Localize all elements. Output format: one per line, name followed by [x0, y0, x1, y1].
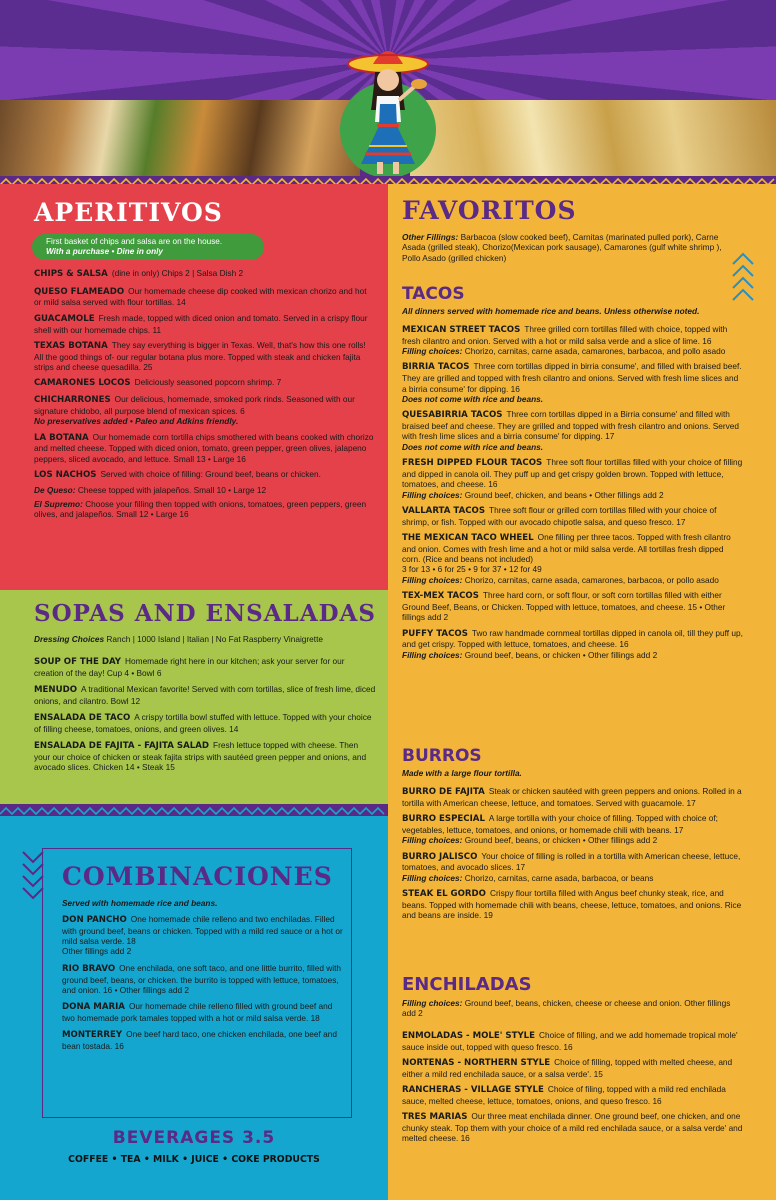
list-item — [34, 469, 376, 481]
item-desc: They say everything is bigger in Texas. Well, that's how this one rolls! All the good things of- our regular botana plus more. Topped with steak and chicken fajita strips and cheese quesadilla. 25 — [34, 339, 366, 373]
chips-note — [32, 234, 264, 260]
item-label: De Queso: — [34, 484, 76, 495]
quesadilla-photo — [410, 100, 776, 180]
item-name: TEX-MEX TACOS — [402, 591, 479, 602]
item-name: VALLARTA TACOS — [402, 505, 486, 516]
item-name: GUACAMOLE — [34, 313, 95, 324]
chips-note-line-1: First basket of chips and salsa are on the house. — [46, 237, 223, 246]
burros-note: Made with a large flour tortilla. — [402, 768, 522, 778]
list-item — [62, 963, 346, 995]
item-desc: Your choice of filling is rolled in a tortilla with American cheese, lettuce, tomatoes, and avocado slices. 17 — [402, 850, 741, 873]
item-desc: Barbacoa (slow cooked beef), Carnitas (marinated pulled pork), Carne Asada (grilled steak), Chorizo(Mexican pork sausage), Camarones (gulf white shrimp ), Pollo Asado (grilled chicken) — [402, 232, 722, 263]
item-extra: Ground beef, beans, or chicken • Other fillings add 2 — [464, 835, 658, 846]
dressing-line — [34, 634, 376, 644]
list-item — [34, 313, 376, 335]
item-note: Does not come with rice and beans. — [402, 393, 544, 404]
item-desc: Our homemade chile relleno filled with ground beef and two homemade pork tamales topped with a hot or mild salsa verde. 18 — [62, 1001, 333, 1023]
aperitivos-title: APERITIVOS — [34, 198, 223, 227]
item-name: PUFFY TACOS — [402, 628, 468, 639]
item-desc: Served with choice of filling: Ground beef, beans or chicken. — [100, 469, 321, 480]
item-desc: Crispy flour tortilla filled with Angus beef chunky steak, rice, and beans. Topped with homemade chili with beans, cheese, lettuce, tomatoes, and onions. Rice and beans are inside. 19 — [402, 888, 742, 921]
item-name: MEXICAN STREET TACOS — [402, 325, 521, 335]
item-desc: A traditional Mexican favorite! Served with corn tortillas, slice of fresh lime, diced onions, and cilantro. Bowl 12 — [34, 684, 376, 706]
item-label: Filling choices: — [402, 835, 463, 846]
list-item — [34, 684, 376, 706]
item-desc: Three grilled corn tortillas filled with choice, topped with fresh cilantro and onion. Served with a hot or mild salsa verde and a slice of lime. 16 — [402, 324, 728, 346]
list-item — [402, 590, 744, 622]
item-name: CHICHARRONES — [34, 395, 111, 406]
list-item — [402, 1111, 744, 1143]
item-desc: A large tortilla with your choice of filling. Topped with choice of; vegetables, lettuce, tomatoes, and onions, or homemade chili with beans. 17 — [402, 813, 718, 835]
chevron-ornament-right — [730, 250, 756, 306]
item-extra: Chorizo, carnitas, carne asada, camarones, barbacoa, or pollo asado — [464, 574, 719, 585]
item-desc: One filling per three tacos. Topped with fresh cilantro and onion. Comes with fresh lime and a hot or mild salsa verde. All tortillas fresh dipped corn. (Rice and beans not included) — [402, 531, 731, 565]
item-label: El Supremo: — [34, 499, 83, 510]
list-item — [34, 286, 376, 308]
item-extra: Chorizo, carnitas, carne asada, barbacoa, or beans — [464, 872, 654, 883]
item-label: Filling choices: — [402, 346, 463, 357]
item-desc: Three soft flour tortillas filled with your choice of filling and dipped in canola oil. They puff up and get crispy golden brown. Topped with lettuce, tomatoes, and cheese. 16 — [402, 457, 743, 490]
item-extra: Chorizo, carnitas, carne asada, camarones, barbacoa, and pollo asado — [464, 346, 726, 357]
zigzag-border-mid — [0, 804, 388, 816]
item-name: BURRO ESPECIAL — [402, 814, 485, 825]
list-item — [402, 851, 744, 883]
list-item — [34, 740, 376, 772]
tacos-list — [402, 324, 744, 660]
item-label: Dressing Choices — [34, 634, 105, 644]
item-extra: Ground beef, beans, or chicken • Other fillings add 2 — [464, 649, 658, 660]
item-name: ENSALADA DE FAJITA - FAJITA SALAD — [34, 741, 209, 752]
item-name: TEXAS BOTANA — [34, 340, 108, 351]
item-desc: Choice of filing, topped with a mild red enchilada sauce, melted cheese, lettuce, tomatoes, onions, and queso fresco. 16 — [402, 1084, 726, 1106]
item-label: Filling choices: — [402, 574, 463, 585]
item-label: Filling choices: — [402, 489, 463, 500]
item-desc: One homemade chile relleno and two enchiladas. Filled with ground beef, beans or chicken. Topped with a mild red sauce or a hot or mild salsa verde. 18 — [62, 914, 343, 947]
list-item — [402, 1084, 744, 1106]
list-item — [402, 532, 744, 585]
combinaciones-list — [62, 914, 346, 1051]
item-desc: Our delicious, homemade, smoked pork rinds. Seasoned with our signature chidobo, all purpose blend of mexican spices. 6 — [34, 394, 355, 416]
chips-note-line-2: With a purchase • Dine in only — [46, 246, 163, 256]
item-name: THE MEXICAN TACO WHEEL — [402, 532, 534, 543]
item-name: STEAK EL GORDO — [402, 889, 486, 899]
list-item — [402, 888, 744, 920]
list-item — [34, 485, 376, 495]
tacos-note: All dinners served with homemade rice and beans. Unless otherwise noted. — [402, 306, 700, 316]
item-name: CAMARONES LOCOS — [34, 378, 131, 389]
beverages-title: BEVERAGES 3.5 — [112, 1128, 276, 1148]
item-desc: (dine in only) Chips 2 | Salsa Dish 2 — [111, 268, 244, 278]
favoritos-title: FAVORITOS — [402, 196, 577, 225]
list-item — [62, 914, 346, 957]
item-name: CHIPS & SALSA — [34, 269, 108, 279]
item-name: SOUP OF THE DAY — [34, 657, 122, 667]
list-item — [402, 813, 744, 845]
list-item — [34, 340, 376, 372]
item-desc: Three corn tortillas dipped in a Birria consume' and filled with braised beef and cheese. They are grilled and topped with fresh cilantro and onions. Served with fresh lime slices and a birria consume' for dipping. 17 — [402, 409, 740, 442]
item-desc: Deliciously seasoned popcorn shrimp. 7 — [134, 377, 282, 388]
item-name: RANCHERAS - VILLAGE STYLE — [402, 1085, 544, 1096]
item-desc: Fresh lettuce topped with cheese. Then your our choice of chicken or steak fajita strips with sautéed green pepper and onions, and avocado slices. Chicken 14 • Steak 15 — [34, 740, 367, 773]
item-desc: Choose your filling then topped with onions, tomatoes, green peppers, green olives, and jalapeños. Small 12 • Large 16 — [34, 499, 367, 520]
list-item — [34, 268, 376, 280]
nachos-photo — [0, 100, 360, 180]
item-name: TRES MARIAS — [402, 1112, 468, 1123]
item-extra: Ground beef, chicken, and beans • Other fillings add 2 — [464, 489, 664, 500]
burros-title: BURROS — [402, 746, 482, 766]
item-desc: Ground beef, beans, chicken, cheese or cheese and onion. Other fillings add 2 — [402, 998, 731, 1019]
item-label: Other Fillings: — [402, 232, 459, 242]
beverages-list: COFFEE • TEA • MILK • JUICE • COKE PRODUCTS — [68, 1154, 320, 1165]
list-item — [62, 1029, 346, 1051]
item-desc: Ranch | 1000 Island | Italian | No Fat Raspberry Vinaigrette — [106, 634, 324, 644]
aperitivos-list — [34, 268, 376, 520]
tacos-title: TACOS — [402, 284, 465, 304]
item-desc: One beef hard taco, one chicken enchilada, one beef and bean tostada. 16 — [62, 1029, 337, 1052]
item-label: Filling choices: — [402, 872, 463, 883]
item-name: BURRO DE FAJITA — [402, 787, 485, 797]
item-name: NORTENAS - NORTHERN STYLE — [402, 1058, 551, 1069]
item-name: BIRRIA TACOS — [402, 362, 470, 373]
item-extra: Other fillings add 2 — [62, 946, 132, 957]
mascot-illustration — [333, 42, 443, 182]
item-name: DONA MARIA — [62, 1002, 125, 1013]
combinaciones-note: Served with homemade rice and beans. — [62, 898, 218, 908]
item-label: Filling choices: — [402, 649, 463, 660]
list-item — [402, 628, 744, 660]
item-desc: Three soft flour or grilled corn tortillas filled with your choice of shrimp, or fish. Topped with our avocado chipotle salsa, and queso fresco. 17 — [402, 504, 717, 527]
list-item — [402, 361, 744, 404]
item-desc: Our three meat enchilada dinner. One ground beef, one chicken, and one chunky steak. Top them with your choice of a mild red enchilada sauce, or a salsa verde' and melted cheese. 16 — [402, 1111, 743, 1144]
list-item — [34, 377, 376, 389]
enchiladas-fillings — [402, 998, 732, 1019]
item-name: DON PANCHO — [62, 915, 127, 925]
list-item — [34, 499, 376, 520]
item-name: FRESH DIPPED FLOUR TACOS — [402, 458, 543, 469]
item-desc: Fresh made, topped with diced onion and tomato. Served in a crispy flour shell with our homemade chips. 11 — [34, 312, 368, 335]
item-name: ENSALADA DE TACO — [34, 713, 131, 724]
item-name: ENMOLADAS - MOLE' STYLE — [402, 1031, 536, 1041]
item-desc: Homemade right here in our kitchen; ask your server for our creation of the day! Cup 4 • Bowl 6 — [34, 656, 345, 678]
list-item — [34, 712, 376, 734]
list-item — [402, 1057, 744, 1079]
list-item — [34, 656, 376, 678]
enchiladas-list — [402, 1030, 744, 1144]
sopas-list — [34, 656, 376, 773]
item-desc: Three corn tortillas dipped in birria consume', and filled with braised beef. They are grilled and topped with fresh cilantro and onions. Served with fresh lime slices and a birria consume' for dipping. 16 — [402, 361, 742, 394]
item-label: Filling choices: — [402, 998, 463, 1008]
sopas-title: SOPAS AND ENSALADAS — [34, 600, 376, 627]
list-item — [34, 432, 376, 464]
item-desc: Choice of filling, and we add homemade tropical mole' sauce inside out, topped with queso fresco. 16 — [402, 1030, 738, 1052]
item-desc: Choice of filling, topped with melted cheese, and either a mild red enchilada sauce, or a salsa verde'. 15 — [402, 1057, 733, 1079]
list-item — [402, 324, 744, 356]
item-name: QUESABIRRIA TACOS — [402, 410, 503, 421]
item-desc: Our homemade cheese dip cooked with mexican chorizo and hot or mild salsa served with flour tortillas. 14 — [34, 285, 367, 308]
enchiladas-title: ENCHILADAS — [402, 974, 532, 995]
item-name: LA BOTANA — [34, 432, 89, 443]
list-item — [402, 1030, 744, 1052]
item-desc: Three hard corn, or soft flour, or soft corn tortillas filled with either Ground Beef, Beans, or Chicken. Topped with lettuce, tomatoes, and cheese. 15 • Other fillings add 2 — [402, 590, 726, 623]
list-item — [402, 786, 744, 808]
item-name: BURRO JALISCO — [402, 851, 478, 862]
item-name: MONTERREY — [62, 1030, 123, 1041]
item-desc: Cheese topped with jalapeños. Small 10 • Large 12 — [77, 484, 267, 495]
item-name: MENUDO — [34, 685, 78, 696]
item-desc: Two raw handmade cornmeal tortillas dipped in canola oil, till they puff up, and get crispy. Topped with lettuce, tomatoes, and cheese. 16 — [402, 627, 743, 650]
item-name: QUESO FLAMEADO — [34, 286, 125, 297]
item-desc: Our homemade corn tortilla chips smothered with beans cooked with chorizo and melted cheese. Topped with diced onion, tomato, green pepper, green olives, jalapeno peppers, sliced avocado, and lettuce. Small 13 • Large 16 — [34, 431, 374, 464]
combinaciones-title: COMBINACIONES — [62, 862, 333, 891]
item-desc: A crispy tortilla bowl stuffed with lettuce. Topped with your choice of filling cheese, tomatoes, onions, and green olives. 14 — [34, 712, 372, 734]
burros-list — [402, 786, 744, 920]
item-name: RIO BRAVO — [62, 963, 116, 974]
favoritos-fillings — [402, 232, 728, 263]
list-item — [34, 394, 376, 426]
item-prices: 3 for 13 • 6 for 25 • 9 for 37 • 12 for 49 — [402, 564, 542, 575]
item-desc: One enchilada, one soft taco, and one little burrito, filled with ground beef, beans, or chicken. the burrito is topped with lettuce, tomatoes, and onion. 16 • Other fillings add 2 — [62, 962, 342, 995]
item-extra: No preservatives added • Paleo and Adkins friendly. — [34, 416, 239, 427]
item-note: Does not come with rice and beans. — [402, 441, 544, 452]
item-desc: Steak or chicken sautéed with green peppers and onions. Rolled in a tortilla with American cheese, lettuce, and tomatoes. Served with guacamole. 17 — [402, 786, 742, 808]
list-item — [402, 409, 744, 452]
list-item — [402, 457, 744, 500]
list-item — [402, 505, 744, 527]
item-name: LOS NACHOS — [34, 470, 97, 481]
list-item — [62, 1001, 346, 1023]
